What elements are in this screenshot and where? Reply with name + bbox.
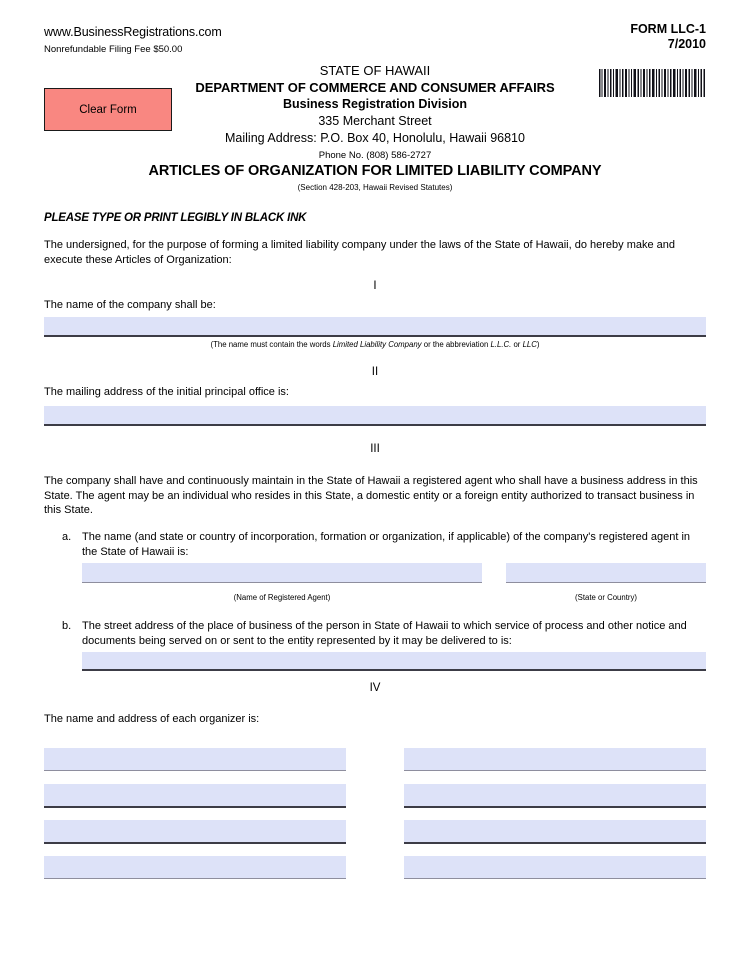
organizer-field-left-1[interactable]: [44, 748, 346, 770]
section-iii-paragraph: The company shall have and continuously maintain in the State of Hawaii a registered agent who shall have a business address in this State. The agent may be an individual who resides in this State, a domestic entity or a foreign entity authorized to transact business in this State.: [44, 475, 698, 516]
header-right: [630, 22, 706, 52]
print-instruction: PLEASE TYPE OR PRINT LEGIBLY IN BLACK INK: [44, 212, 307, 224]
section-i-numeral: I: [373, 280, 377, 292]
company-name-note: [0, 340, 750, 349]
section-ii-numeral: II: [371, 366, 379, 378]
barcode-icon: [598, 69, 706, 97]
organizer-field-right-1[interactable]: [404, 748, 706, 770]
organizer-rule-right-3: [404, 842, 706, 844]
registered-agent-name-caption: (Name of Registered Agent): [233, 593, 331, 602]
organizer-field-right-3[interactable]: [404, 820, 706, 842]
clear-form-button[interactable]: Clear Form: [44, 88, 172, 131]
agency-address-block: [160, 62, 590, 164]
item-b-text: The street address of the place of business of the person in State of Hawaii to which service of process and other notice and documents being served on or sent to the entity represented by it may be delivered to is:: [82, 620, 687, 647]
section-ii-prompt: The mailing address of the initial principal office is:: [44, 386, 289, 398]
registered-agent-state-input[interactable]: [506, 563, 706, 582]
site-url: www.BusinessRegistrations.com: [44, 25, 222, 39]
organizer-rule-right-2: [404, 806, 706, 808]
organizer-field-left-2[interactable]: [44, 784, 346, 806]
section-iv-prompt: The name and address of each organizer is:: [44, 713, 260, 725]
note-emphasis-2: L.L.C.: [490, 340, 512, 349]
registered-agent-state-caption: (State or Country): [575, 593, 637, 602]
header-left: [44, 25, 374, 56]
item-b-marker: b.: [62, 620, 72, 632]
mailing-address-input[interactable]: [44, 406, 706, 424]
registered-agent-state-rule: [506, 582, 706, 583]
statute-reference: (Section 428-203, Hawaii Revised Statutes): [297, 183, 453, 192]
agency-mailing-address: Mailing Address: P.O. Box 40, Honolulu, Hawaii 96810: [225, 131, 525, 145]
page-title: ARTICLES OF ORGANIZATION FOR LIMITED LIABILITY COMPANY: [148, 163, 602, 179]
agency-department: DEPARTMENT OF COMMERCE AND CONSUMER AFFAIRS: [195, 80, 555, 95]
company-name-rule: [44, 335, 706, 337]
organizer-rule-left-1: [44, 770, 346, 771]
organizer-rule-left-4: [44, 878, 346, 879]
service-address-input[interactable]: [82, 652, 706, 669]
company-name-input[interactable]: [44, 317, 706, 335]
organizer-rule-left-2: [44, 806, 346, 808]
organizer-field-left-4[interactable]: [44, 856, 346, 878]
note-prefix: (The name must contain the words: [210, 340, 333, 349]
agency-street: 335 Merchant Street: [318, 114, 432, 128]
section-iv-numeral: IV: [369, 682, 381, 694]
organizer-rule-left-3: [44, 842, 346, 844]
item-a-text: The name (and state or country of incorporation, formation or organization, if applicable) of the company's registered agent in the State of Hawaii is:: [82, 531, 691, 558]
organizer-field-left-3[interactable]: [44, 820, 346, 842]
registered-agent-name-rule: [82, 582, 482, 583]
note-emphasis-3: LLC: [522, 340, 537, 349]
organizer-rule-right-1: [404, 770, 706, 771]
agency-state: STATE OF HAWAII: [319, 63, 431, 78]
item-a-marker: a.: [62, 531, 72, 543]
registered-agent-name-input[interactable]: [82, 563, 482, 582]
form-revision-date: 7/2010: [667, 37, 706, 51]
section-iii-item-b: [62, 619, 706, 648]
organizer-rule-right-4: [404, 878, 706, 879]
section-iii-item-a: [62, 530, 706, 559]
agency-phone: Phone No. (808) 586-2727: [318, 150, 432, 161]
intro-paragraph: The undersigned, for the purpose of forming a limited liability company under the laws of the State of Hawaii, do hereby make and execute these Articles of Organization:: [44, 239, 676, 266]
organizer-field-right-2[interactable]: [404, 784, 706, 806]
agency-division: Business Registration Division: [282, 97, 468, 111]
organizer-field-right-4[interactable]: [404, 856, 706, 878]
filing-fee-note: Nonrefundable Filing Fee $50.00: [44, 44, 183, 55]
form-number: FORM LLC-1: [630, 22, 706, 36]
mailing-address-rule: [44, 424, 706, 426]
section-iii-numeral: III: [370, 443, 380, 455]
note-middle-2: or: [511, 340, 523, 349]
note-suffix: ): [536, 340, 540, 349]
section-i-prompt: The name of the company shall be:: [44, 299, 216, 311]
service-address-rule: [82, 669, 706, 671]
note-emphasis-1: Limited Liability Company: [332, 340, 422, 349]
note-middle: or the abbreviation: [421, 340, 491, 349]
